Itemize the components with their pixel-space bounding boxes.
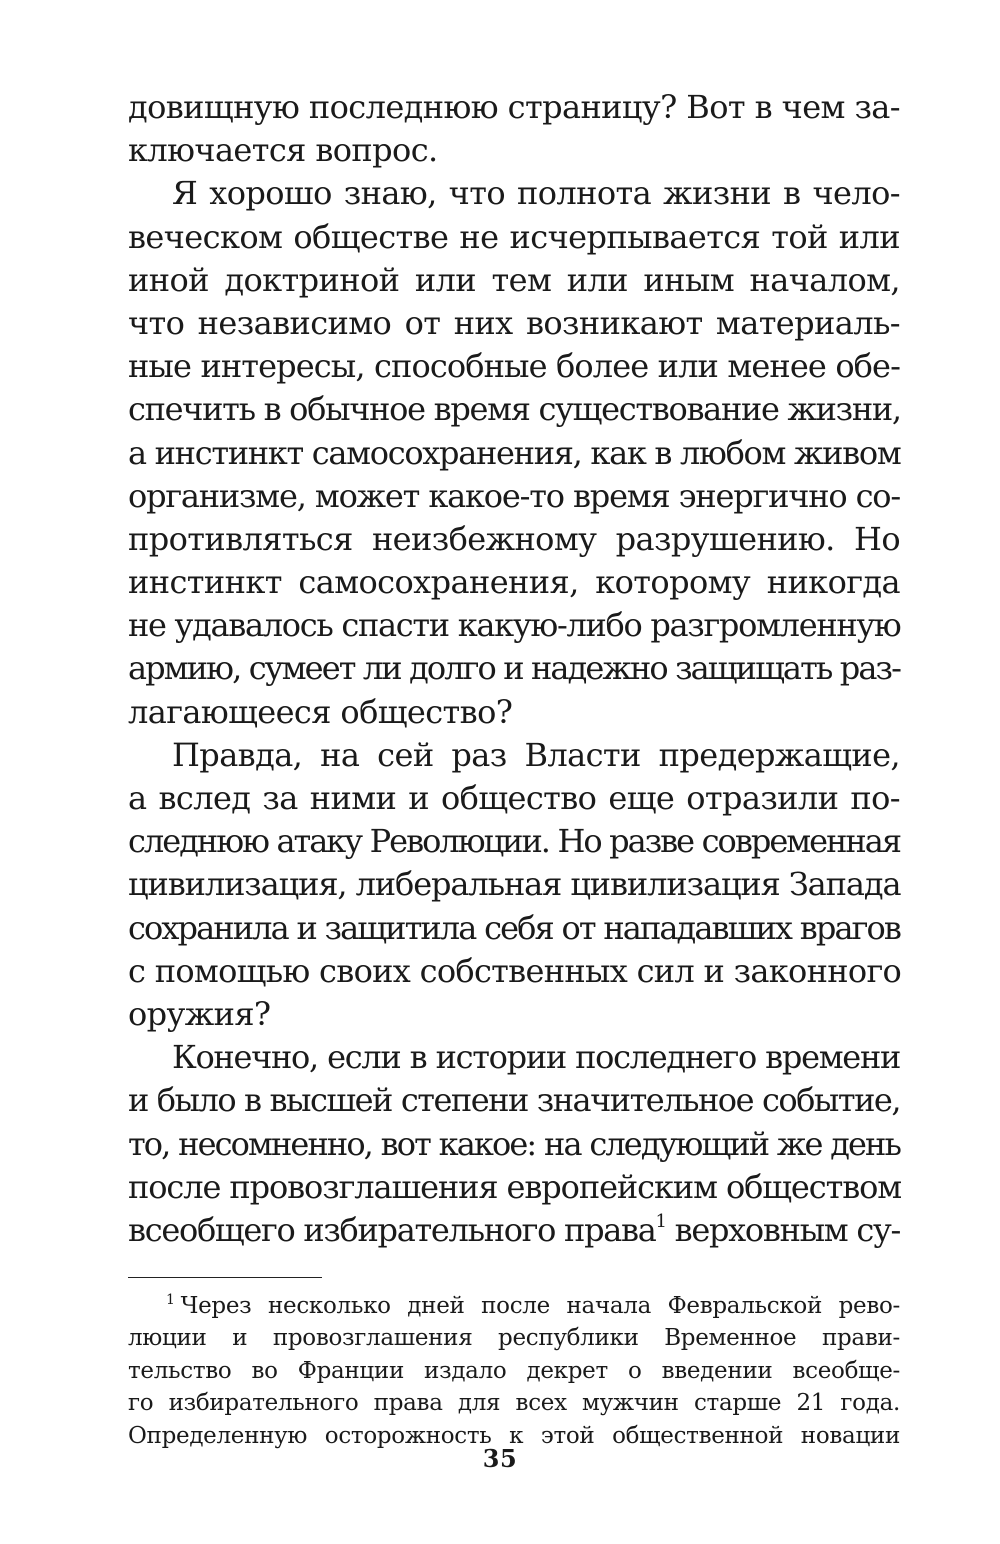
paragraph xyxy=(128,86,900,172)
footnote-separator xyxy=(128,1277,322,1278)
text-line: не удавалось спасти какую-либо разгромленную xyxy=(128,606,901,645)
text-line xyxy=(128,1290,900,1322)
text-line: Конечно, если в истории последнего времени xyxy=(172,1038,900,1077)
text-fragment: верховным су- xyxy=(665,1210,900,1249)
text-line: с помощью своих собственных сил и законного xyxy=(128,951,902,990)
text-line: противляться неизбежному разрушению. Но xyxy=(128,519,900,558)
text-line: довищную последнюю страницу? Вот в чем за- xyxy=(128,88,900,126)
text-line: а инстинкт самосохранения, как в любом живом xyxy=(128,433,901,472)
paragraph xyxy=(128,172,900,733)
text-line: инстинкт самосохранения, которому никогда xyxy=(128,563,900,602)
text-line: тельство во Франции издало декрет о введении всеобще- xyxy=(128,1357,900,1384)
paragraph xyxy=(128,734,900,1036)
text-line: цивилизация, либеральная цивилизация Запада xyxy=(128,865,901,904)
text-line: оружия? xyxy=(128,994,271,1033)
text-line: Правда, на сей раз Власти предержащие, xyxy=(172,735,900,774)
text-line: то, несомненно, вот какое: на следующий же день xyxy=(128,1124,900,1163)
text-line: ные интересы, способные более или менее обе- xyxy=(128,347,900,386)
text-line: спечить в обычное время существование жизни, xyxy=(128,390,901,429)
text-line: Определенную осторожность к этой общественной новации xyxy=(128,1422,900,1449)
text-line: лагающееся общество? xyxy=(128,692,513,731)
text-fragment: Через несколько дней после начала Февральской рево- xyxy=(180,1293,900,1319)
text-line: иной доктриной или тем или иным началом, xyxy=(128,260,900,299)
text-line: го избирательного права для всех мужчин старше 21 года. xyxy=(128,1390,900,1417)
text-fragment: всеобщего избирательного права xyxy=(128,1210,656,1249)
text-line: Я хорошо знаю, что полнота жизни в чело- xyxy=(172,174,900,213)
text-line: а вслед за ними и общество еще отразили по- xyxy=(128,779,900,817)
paragraph xyxy=(128,1036,900,1252)
text-line: сохранила и защитила себя от нападавших врагов xyxy=(128,908,900,947)
footnote xyxy=(128,1290,900,1452)
text-line: и было в высшей степени значительное событие, xyxy=(128,1081,900,1120)
footnote-reference[interactable]: 1 xyxy=(655,1210,666,1232)
text-line: армию, сумеет ли долго и надежно защищать раз- xyxy=(128,649,900,688)
text-line: следнюю атаку Революции. Но разве современная xyxy=(128,822,900,861)
text-line: после провозглашения европейским обществом xyxy=(128,1167,902,1206)
page-number: 35 xyxy=(482,1444,518,1473)
text-line xyxy=(128,1209,900,1252)
text-line: ключается вопрос. xyxy=(128,131,438,170)
text-line: веческом обществе не исчерпывается той или xyxy=(128,217,900,256)
text-line: люции и провозглашения республики Временное прави- xyxy=(128,1325,900,1352)
text-line: что независимо от них возникают материаль- xyxy=(128,303,900,342)
body-text xyxy=(128,86,900,1252)
text-line: организме, может какое-то время энергично со- xyxy=(128,476,900,515)
footnote-marker: 1 xyxy=(166,1292,175,1308)
